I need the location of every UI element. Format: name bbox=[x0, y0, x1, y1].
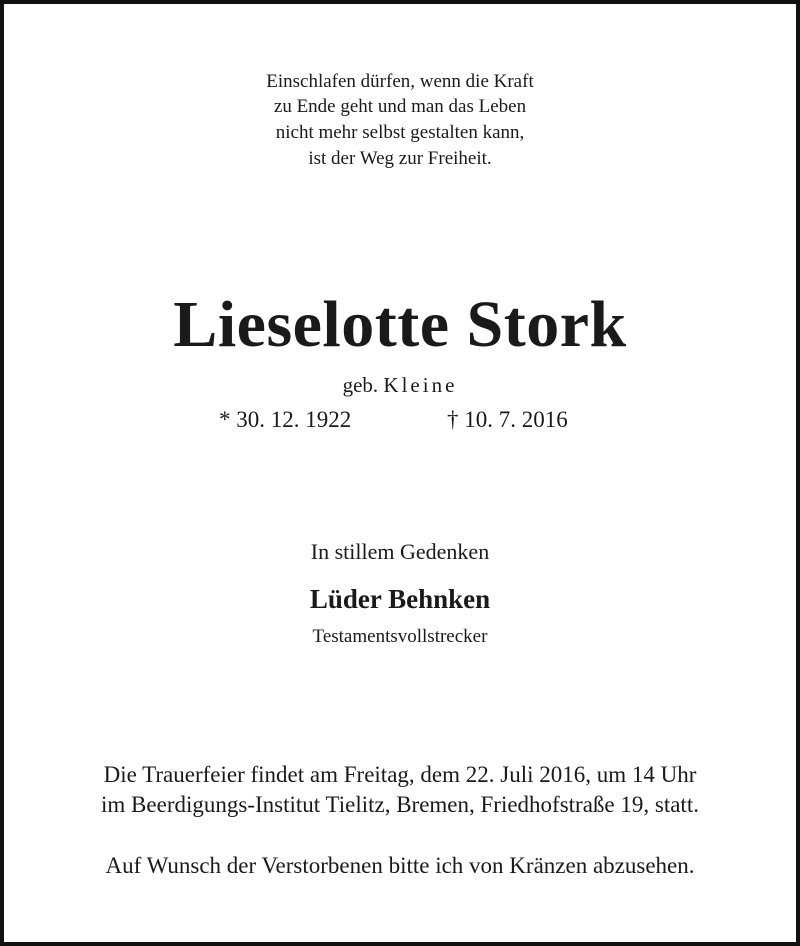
wreaths-note: Auf Wunsch der Verstorbenen bitte ich von Kränzen abzusehen. bbox=[105, 853, 695, 878]
mourning-phrase: In stillem Gedenken bbox=[310, 539, 490, 564]
service-info-line: Die Trauerfeier findet am Freitag, dem 22. Juli 2016, um 14 Uhr bbox=[103, 762, 697, 787]
birth-date: * 30. 12. 1922 bbox=[219, 407, 352, 432]
poem-line: zu Ende geht und man das Leben bbox=[273, 96, 527, 117]
maiden-name: Kleine bbox=[383, 373, 458, 397]
poem-line: Einschlafen dürfen, wenn die Kraft bbox=[266, 71, 534, 92]
maiden-name-line bbox=[4, 373, 796, 397]
deceased-name: Lieselotte Stork bbox=[173, 288, 627, 361]
mourner-role: Testamentsvollstrecker bbox=[312, 626, 488, 647]
life-dates bbox=[4, 406, 796, 434]
poem-line: nicht mehr selbst gestalten kann, bbox=[275, 122, 525, 143]
nee-prefix: geb. bbox=[342, 373, 379, 397]
service-info-line: im Beerdigungs-Institut Tielitz, Bremen, Friedhofstraße 19, statt. bbox=[101, 792, 699, 817]
poem-line: ist der Weg zur Freiheit. bbox=[308, 148, 492, 169]
death-date: † 10. 7. 2016 bbox=[447, 407, 568, 432]
mourner-name: Lüder Behnken bbox=[309, 584, 491, 614]
